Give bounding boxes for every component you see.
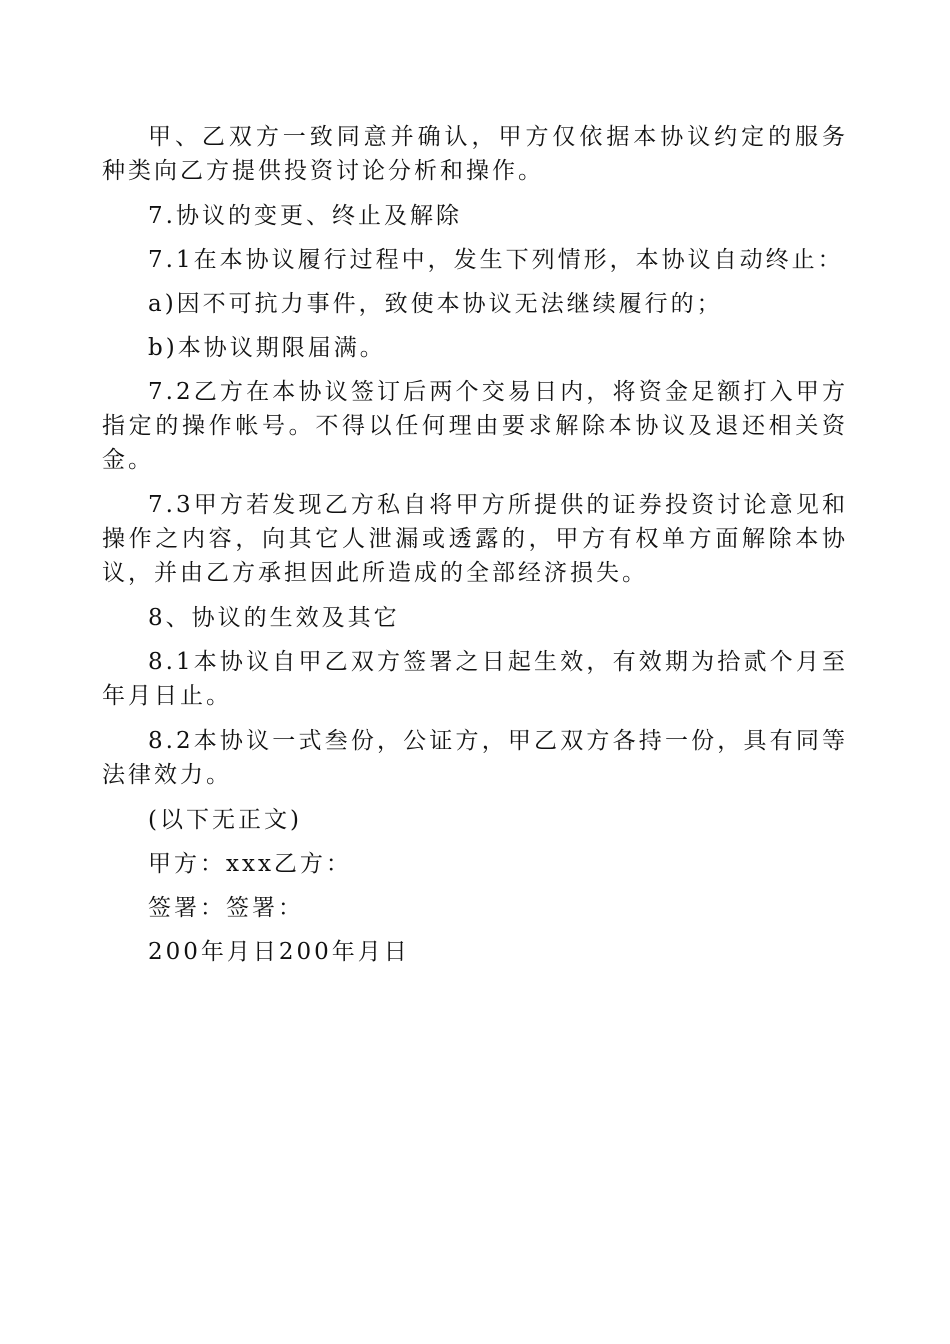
clause-7-1: 7.1在本协议履行过程中，发生下列情形，本协议自动终止：	[148, 247, 844, 273]
clause-8-2: 8.2本协议一式叁份，公证方，甲乙双方各持一份，具有同等法律效力。	[102, 728, 848, 788]
clause-7-3: 7.3甲方若发现乙方私自将甲方所提供的证券投资讨论意见和操作之内容，向其它人泄漏或透露的，甲方有权单方面解除本协议，并由乙方承担因此所造成的全部经济损失。	[102, 492, 848, 586]
party-names-line: 甲方：xxx乙方：	[148, 851, 352, 877]
section-heading-8: 8、协议的生效及其它	[148, 605, 400, 631]
signature-line: 签署：签署：	[148, 895, 304, 921]
clause-7-2: 7.2乙方在本协议签订后两个交易日内，将资金足额打入甲方指定的操作帐号。不得以任何理由要求解除本协议及退还相关资金。	[102, 379, 848, 473]
date-line: 200年月日200年月日	[148, 939, 410, 965]
paragraph-confirmation: 甲、乙双方一致同意并确认，甲方仅依据本协议约定的服务种类向乙方提供投资讨论分析和操作。	[102, 124, 848, 184]
clause-7-1-b: b)本协议期限届满。	[148, 335, 386, 361]
clause-8-1: 8.1本协议自甲乙双方签署之日起生效，有效期为拾贰个月至年月日止。	[102, 649, 848, 709]
clause-7-1-a: a)因不可抗力事件，致使本协议无法继续履行的；	[148, 291, 723, 317]
no-further-text-note: (以下无正文)	[148, 807, 302, 833]
section-heading-7: 7.协议的变更、终止及解除	[148, 203, 462, 229]
document-body	[102, 120, 848, 979]
